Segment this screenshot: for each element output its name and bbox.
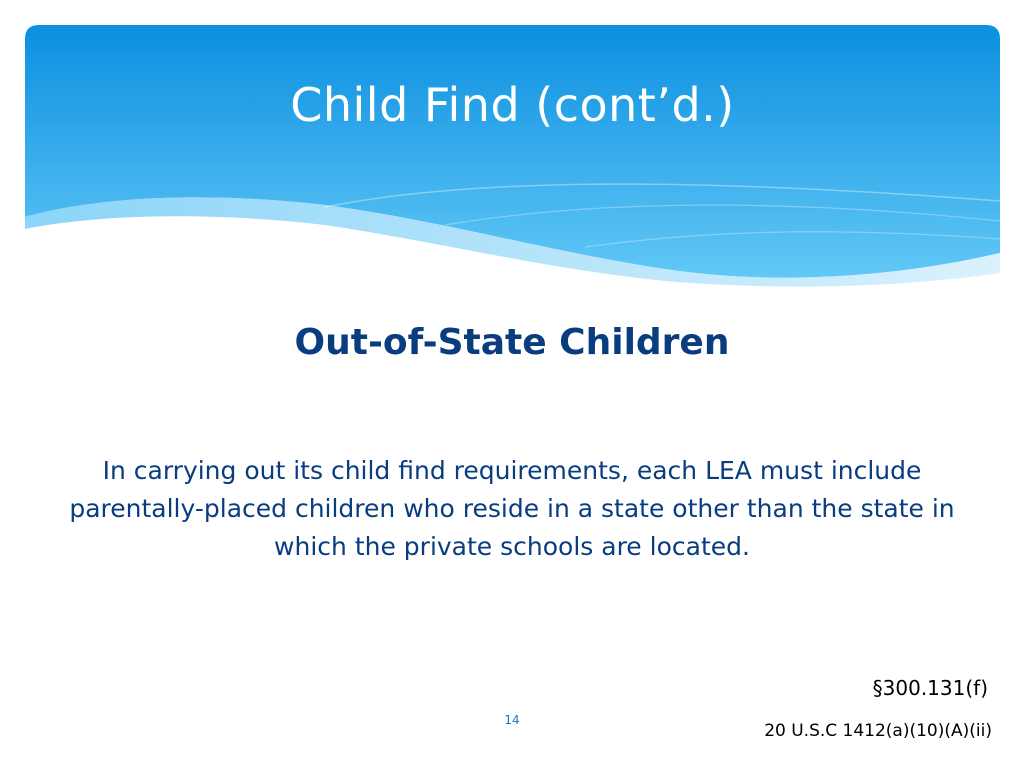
- slide-title: Child Find (cont’d.): [290, 78, 735, 132]
- header-wave-graphic: [25, 25, 1000, 295]
- body-paragraph: In carrying out its child find requirements, each LEA must include parentally-placed children who reside in a state other than the state in which the private schools are located.: [69, 456, 955, 561]
- statute-citation: 20 U.S.C 1412(a)(10)(A)(ii): [764, 721, 992, 741]
- page-number: 14: [504, 713, 520, 727]
- regulation-citation: §300.131(f): [872, 676, 988, 700]
- section-heading: Out-of-State Children: [294, 322, 730, 363]
- header-band-shape: [25, 25, 1000, 278]
- header-banner: [25, 25, 1000, 295]
